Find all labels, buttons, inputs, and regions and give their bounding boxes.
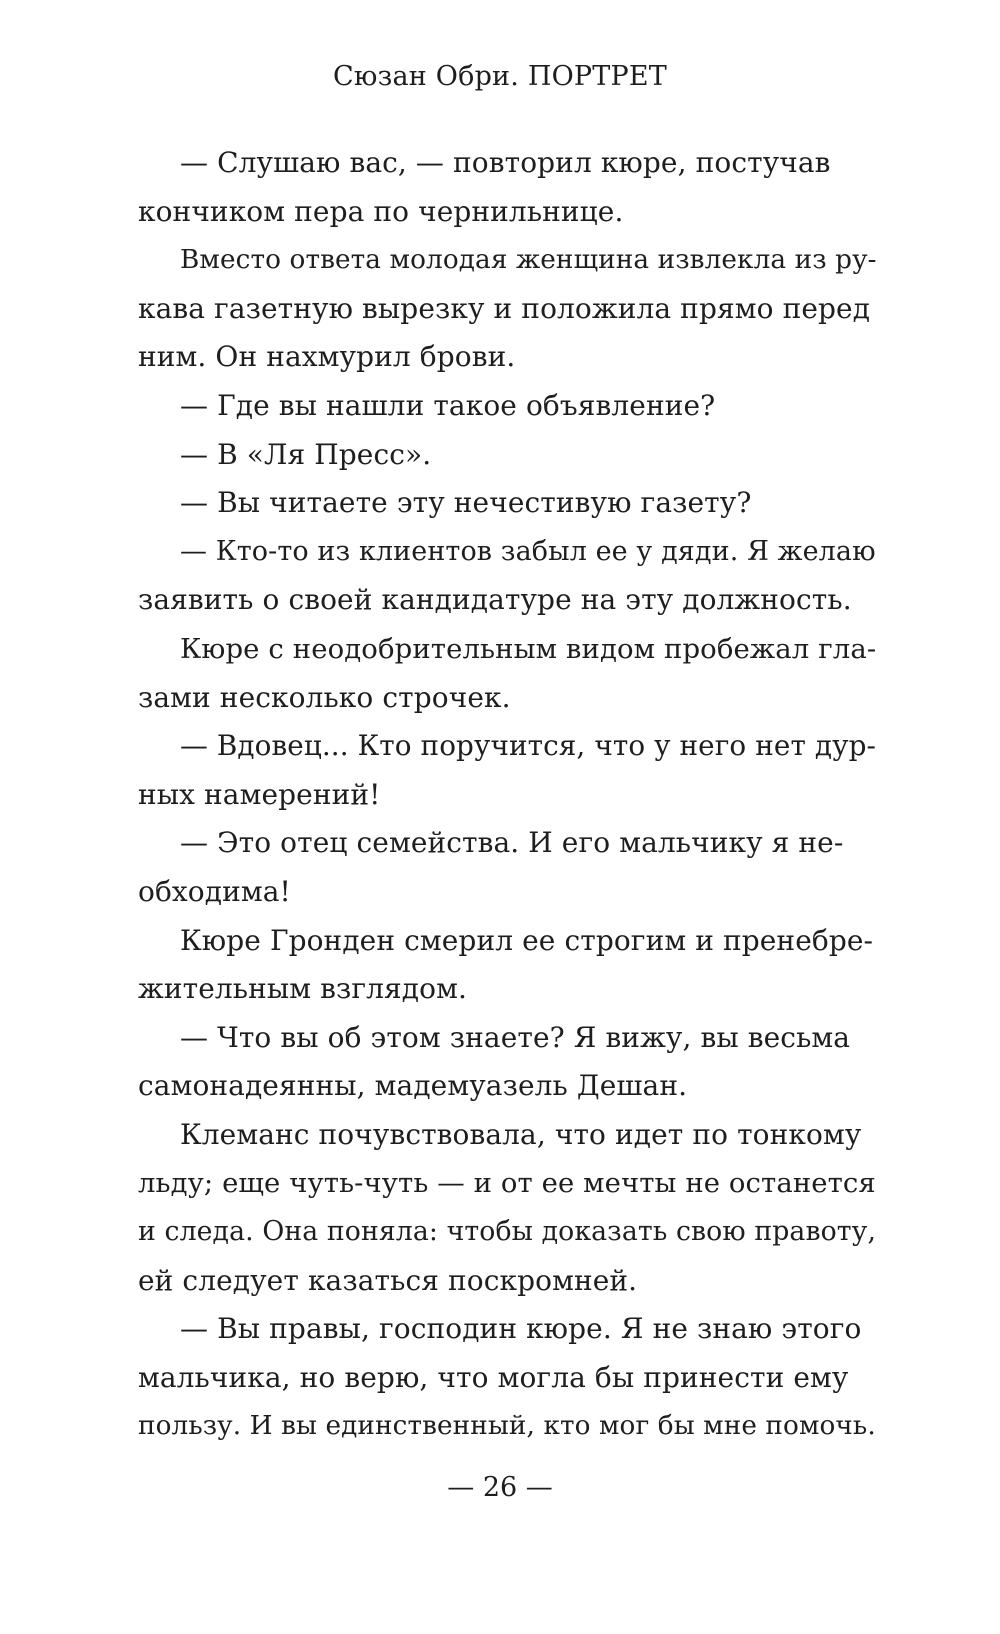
text-line: льду; еще чуть-чуть — и от ее мечты не останется [138,1167,876,1200]
text-line: — Вдовец... Кто поручится, что у него нет дур- [180,729,877,763]
text-line: — Где вы нашли такое объявление? [180,388,716,422]
running-head: Сюзан Обри. ПОРТРЕТ [333,61,667,92]
text-line: ных намерений! [138,777,381,811]
text-line: Клеманс почувствовала, что идет по тонкому [180,1117,862,1151]
text-line: — Это отец семейства. И его мальчику я не- [180,826,844,860]
text-line: — Кто-то из клиентов забыл ее у дяди. Я желаю [180,535,876,567]
text-line: — В «Ля Пресс». [180,437,432,471]
text-line: заявить о своей кандидатуре на эту должность. [138,583,852,617]
text-line: пользу. И вы единственный, кто мог бы мне помочь. [138,1411,876,1442]
text-line: Вместо ответа молодая женщина извлекла из ру- [180,245,877,276]
text-line: кава газетную вырезку и положила прямо перед [138,291,871,325]
text-line: обходима! [138,874,291,908]
text-line: самонадеянны, мадемуазель Дешан. [138,1069,688,1103]
text-line: ей следует казаться поскромней. [138,1263,638,1297]
text-line: — Слушаю вас, — повторил кюре, постучав [180,146,831,179]
text-line: мальчика, но верю, что могла бы принести ему [138,1360,849,1394]
text-line: Кюре с неодобрительным видом пробежал гла- [180,632,877,665]
text-line: зами несколько строчек. [138,680,511,714]
text-line: ним. Он нахмурил брови. [138,340,516,374]
text-line: Кюре Гронден смерил ее строгим и пренебре- [180,923,874,957]
text-line: — Вы читаете эту нечестивую газету? [180,486,752,520]
body-text [138,139,876,1451]
text-line: — Что вы об этом знаете? Я вижу, вы весьма [180,1020,851,1054]
page-number: — 26 — [447,1472,553,1503]
text-line: кончиком пера по чернильнице. [138,194,624,228]
text-line: и следа. Она поняла: чтобы доказать свою правоту, [138,1216,877,1248]
text-line: жительным взглядом. [138,972,467,1006]
text-line: — Вы правы, господин кюре. Я не знаю этого [180,1312,862,1346]
